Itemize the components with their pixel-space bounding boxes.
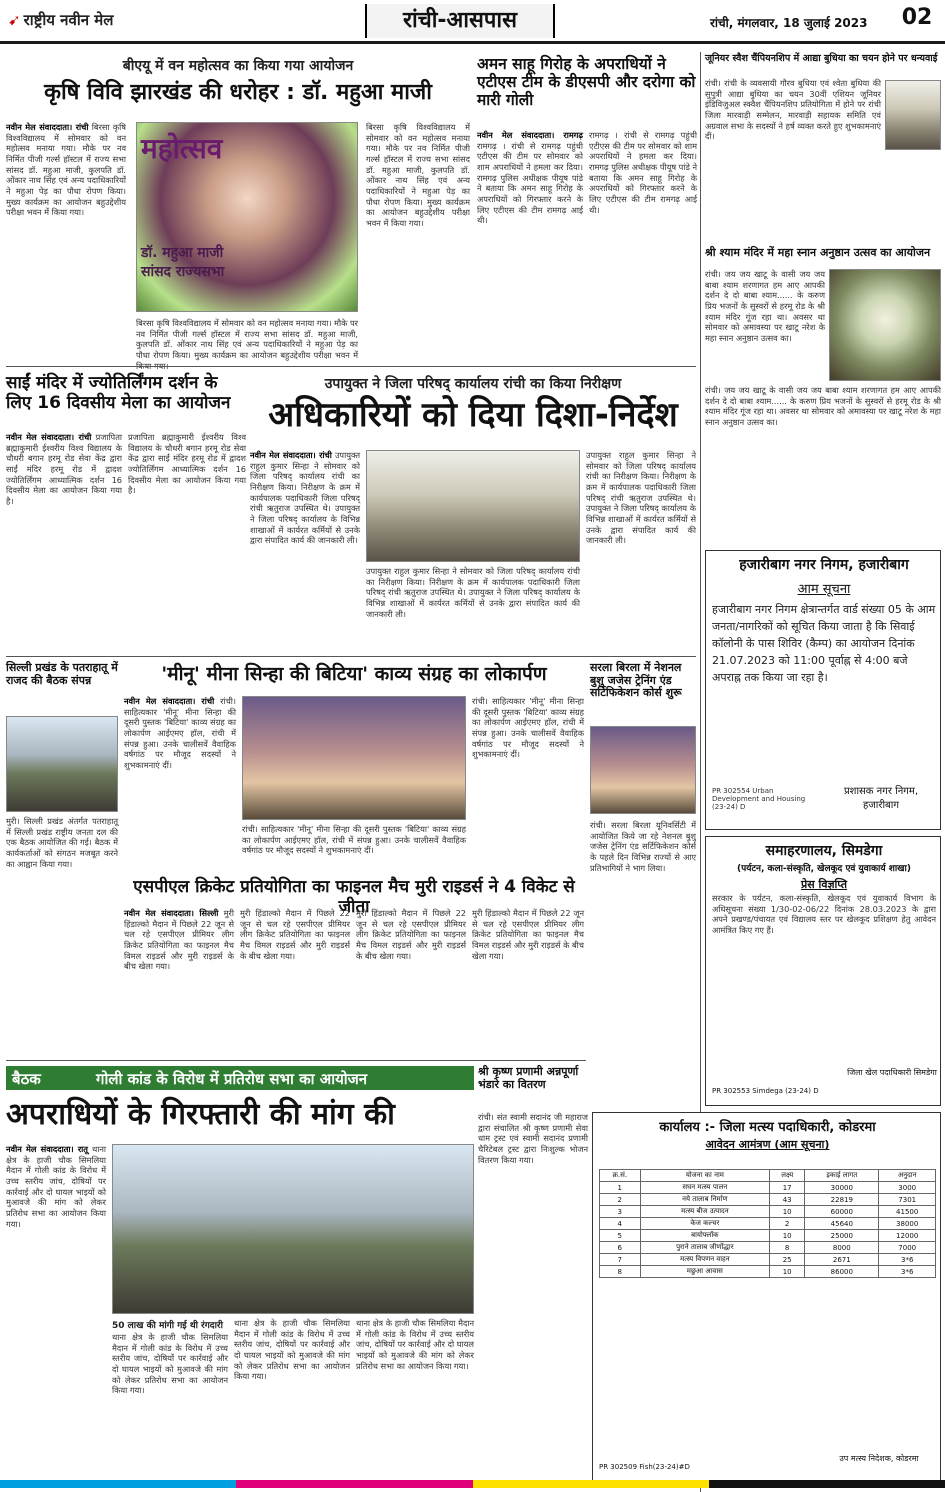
inspection-photo	[366, 450, 580, 562]
story-body-bottom: बिरसा कृषि विश्वविद्यालय में सोमवार को वन महोत्सव मनाया गया। मौके पर नव निर्मित पीजी गर्ल्स हॉस्टल में राज्य सभा सांसद डॉ. महुआ माजी, कुलपति डॉ. ओंकार नाथ सिंह एवं अन्य पदाधिकारियों ने महुआ पेड़ का पौधा रोपण किया। मुख्य कार्यक्रम का आयोजन बहुउद्देशीय परीक्षा भवन में	[136, 318, 358, 360]
table-cell: 22819	[805, 1194, 879, 1206]
cyan-swatch	[0, 1480, 236, 1488]
story-body-bottom: उपायुक्त राहुल कुमार सिन्हा ने सोमवार को जिला परिषद् कार्यालय रांची का निरीक्षण किया। निरीक्षण के क्रम में कार्यपालक पदाधिकारी जिला परिषद् रांची ऋतुराज उपस्थित थे। उपायुक्त ने जिला परिषद् कार्यालय के विभिन्न शाखाओं में कार्यरत कर्मियों से उनके द्वारा संपादित कार्य की जानकारी ली।	[366, 566, 580, 619]
table-header: अनुदान	[879, 1170, 936, 1182]
bird-logo-icon: ➹	[8, 11, 21, 29]
table-cell: 12000	[879, 1230, 936, 1242]
magenta-swatch	[236, 1480, 472, 1488]
banner-caption: डॉ. महुआ माजी सांसद राज्यसभा	[141, 245, 225, 280]
dateline: नवीन मेल संवाददाता। रांची	[250, 450, 332, 460]
notice-ref: PR 302509 Fish(23-24)#D	[599, 1463, 690, 1471]
story-body: रांची। सरला बिरला यूनिवर्सिटी में आयोजित किये जा रहे नेशनल बुशु जजेस ट्रेनिंग एंड सर्टिफिकेशन कोर्स के पहले दिन विभिन्न राज्यों से आए प्रतिभागियों ने भाग लिया।	[590, 820, 696, 873]
table-cell: 2	[770, 1218, 805, 1230]
story-body-bottom: रांची। साहित्यकार 'मीनू' मीना सिन्हा की दूसरी पुस्तक 'बिटिया' काव्य संग्रह का लोकार्पण आईएमए हॉल, रांची में संपन्न हुआ। उनके चालीसवें वैवाहिक वर्षगांठ पर मौजूद सदस्यों ने शुभकामनाएं दीं।	[242, 824, 466, 856]
story-body: मुरी। सिल्ली प्रखंड अंतर्गत पतराहातू में सिल्ली प्रखंड राष्ट्रीय जनता दल की एक बैठक आयोजित की गई। बैठक में कार्यकर्ताओं को संगठन मजबूत करने का आह्वान किया गया।	[6, 816, 118, 869]
dateline: नवीन मेल संवाददाता। रातू	[6, 1144, 88, 1154]
table-cell: 3*6	[879, 1266, 936, 1278]
story-kicker: बीएयू में वन महोत्सव का किया गया आयोजन	[122, 58, 354, 74]
story-body-continued: रामगढ़ । रांची से रामगढ़ पहुंची एटीएस की टीम पर सोमवार को शाम अपराधियों ने हमला कर दिया। रामगढ़ पुलिस अधीक्षक पीयूष पांडे ने बताया कि अमन साहू गिरोह के अपराधियों को गिरफ्तार करने के लिए एटीएस की टीम रामगढ़ आई थी।	[589, 130, 697, 215]
dateline: नवीन मेल संवाददाता। सिल्ली	[124, 908, 219, 918]
dateline: नवीन मेल संवाददाता। रामगढ़	[477, 130, 583, 140]
story-body-continued: बिरसा कृषि विश्वविद्यालय में सोमवार को वन महोत्सव मनाया गया। मौके पर नव निर्मित पीजी गर्ल्स हॉस्टल में राज्य सभा सांसद डॉ. महुआ माजी, कुलपति डॉ. ओंकार नाथ सिंह एवं अन्य पदाधिकारियों ने महुआ पेड़ का पौधा रोपण किया। मुख्य कार्यक्रम का आयोजन बहुउद्देशीय परीक्षा भवन में किया गया।	[366, 122, 470, 228]
table-cell: नये तालाब निर्माण	[640, 1194, 770, 1206]
story-headline: श्री श्याम मंदिर में महा स्नान अनुष्ठान उत्सव का आयोजन	[705, 246, 931, 259]
category-band	[6, 1066, 474, 1090]
table-cell: 2671	[805, 1254, 879, 1266]
page-number: 02	[901, 5, 933, 30]
banner-text: महोत्सव	[141, 132, 223, 165]
story-mahua-maji	[6, 52, 470, 360]
story-text: प्रजापिता ब्रह्माकुमारी ईश्वरीय विश्व विद्यालय के चौधरी बगान हरमू रोड सेवा केंद्र द्वारा साईं मंदिर हरमू रोड में द्वादश ज्योतिर्लिंगम आध्यात्मिक दर्शन 16 दिवसीय मेला का आयोजन किया गया है।	[6, 432, 122, 506]
black-swatch	[709, 1480, 945, 1488]
story-kicker: गोली कांड के विरोध में प्रतिरोध सभा का आयोजन	[96, 1070, 368, 1088]
notice-koderma-fisheries	[592, 1112, 941, 1482]
color-registration-strip	[0, 1480, 945, 1488]
story-text: रामगढ़ । रांची से रामगढ़ पहुंची एटीएस की टीम पर सोमवार को शाम अपराधियों ने हमला कर दिया। रामगढ़ पुलिस अधीक्षक पीयूष पांडे ने बताया कि अमन साहू गिरोह के अपराधियों को गिरफ्तार करने के लिए एटीएस की टीम रामगढ़ आई थी।	[477, 140, 583, 226]
story-kicker: उपायुक्त ने जिला परिषद् कार्यालय रांची का किया निरीक्षण	[324, 376, 622, 392]
notice-body: हजारीबाग नगर निगम क्षेत्रान्तर्गत वार्ड संख्या 05 के आम जनता/नागरिकों को सूचित किया जाता है कि सिवाई कॉलोनी के पास शिविर (कैम्प) का आयोजन दिनांक 21.07.2023 को 11:00 पूर्वाह्न से 4:00 बजे अपराह्न तक किया जा रहा है।	[712, 603, 936, 685]
table-header: इकाई लागत	[805, 1170, 879, 1182]
story-subhead: 50 लाख की मांगी गई थी रंगदारी	[112, 1321, 223, 1331]
story-body	[6, 122, 126, 354]
table-body	[600, 1182, 936, 1278]
event-photo	[136, 122, 358, 312]
story-ats-attack	[477, 52, 697, 360]
section-title: रांची-आसपास	[365, 4, 555, 38]
newspaper-logo	[8, 10, 113, 30]
story-body	[250, 450, 360, 646]
story-body	[6, 432, 122, 646]
notice-ref: PR 302553 Simdega (23-24) D	[712, 1087, 819, 1095]
notice-body: सरकार के पर्यटन, कला-संस्कृति, खेलकूद एवं युवाकार्य विभाग के अधिसूचना संख्या 1/30-02-06/22 दिनांक 28.03.2023 के द्वारा अपने प्रखण्ड/पंचायत एवं विद्यालय स्तर पर खेलकूद प्रशिक्षण हेतु आवेदन आमंत्रित किए गए हैं।	[712, 893, 936, 935]
story-headline: कृषि विवि झारखंड की धरोहर : डॉ. महुआ माजी	[44, 80, 432, 105]
story-body-continued: रांची। साहित्यकार 'मीनू' मीना सिन्हा की दूसरी पुस्तक 'बिटिया' काव्य संग्रह का लोकार्पण आईएमए हॉल, रांची में संपन्न हुआ। उनके चालीसवें वैवाहिक वर्षगांठ पर मौजूद सदस्यों ने शुभकामनाएं दीं।	[472, 696, 584, 760]
table-cell: 3	[600, 1206, 641, 1218]
story-cricket-final	[124, 876, 584, 1056]
table-row	[600, 1218, 936, 1230]
temple-photo	[829, 269, 941, 381]
player-photo	[885, 80, 941, 150]
story-text: उपायुक्त राहुल कुमार सिन्हा ने सोमवार को जिला परिषद् कार्यालय रांची का निरीक्षण किया। निरीक्षण के क्रम में कार्यपालक पदाधिकारी जिला परिषद् रांची ऋतुराज उपस्थित थे। उपायुक्त ने जिला परिषद् कार्यालय के विभिन्न शाखाओं में कार्यरत कर्मियों से उनके द्वारा संपादित कार्य की जानकारी ली।	[250, 450, 360, 546]
table-cell: 41500	[879, 1206, 936, 1218]
table-cell: 17	[770, 1182, 805, 1194]
table-cell: 8	[770, 1242, 805, 1254]
story-text: बिरसा कृषि विश्वविद्यालय में सोमवार को वन महोत्सव मनाया गया। मौके पर नव निर्मित पीजी गर्ल्स हॉस्टल में राज्य सभा सांसद डॉ. महुआ माजी, कुलपति डॉ. ओंकार नाथ सिंह एवं अन्य पदाधिकारियों ने महुआ पेड़ का पौधा रोपण किया। मुख्य कार्यक्रम का आयोजन बहुउद्देशीय परीक्षा भवन में किया गया।	[6, 122, 126, 218]
table-row	[600, 1266, 936, 1278]
table-cell: 6	[600, 1242, 641, 1254]
table-cell: 7301	[879, 1194, 936, 1206]
story-body-continued: प्रजापिता ब्रह्माकुमारी ईश्वरीय विश्व विद्यालय के चौधरी बगान हरमू रोड सेवा केंद्र द्वारा साईं मंदिर हरमू रोड में द्वादश ज्योतिर्लिंगम आध्यात्मिक दर्शन 16 दिवसीय मेला का आयोजन किया गया है।	[128, 432, 246, 496]
issue-date: रांची, मंगलवार, 18 जुलाई 2023	[710, 16, 868, 30]
notice-title: आवेदन आमंत्रण (आम सूचना)	[705, 1138, 830, 1151]
table-cell: मत्स्य विपणन वाहन	[640, 1254, 770, 1266]
table-cell: 60000	[805, 1206, 879, 1218]
table-cell: 25000	[805, 1230, 879, 1242]
table-cell: 7000	[879, 1242, 936, 1254]
table-cell: 3*6	[879, 1254, 936, 1266]
masthead	[0, 0, 945, 44]
notice-ref: PR 302554 Urban Development and Housing (23-24) D	[712, 787, 806, 811]
notice-org: कार्यालय :- जिला मत्स्य पदाधिकारी, कोडरमा	[659, 1120, 876, 1135]
story-body-continued: रांची। जय जय खाटू के वासी जय जय बाबा श्याम शरणागत हम आए आपकी दर्शन दे दो बाबा श्याम...... के करुण प्रिय भजनों के सुस्वरों से हरमू रोड के श्री श्याम मंदिर गूंज रहा था। अवसर था सोमवार को अमावस्या पर खाटू नरेश के महा स्नान अनुष्ठान उत्सव का।	[705, 385, 941, 427]
story-wushu-course	[590, 660, 700, 1115]
story-headline: एसपीएल क्रिकेट प्रतियोगिता का फाइनल मैच मुरी राइडर्स ने 4 विकेट से जीता	[133, 877, 575, 917]
story-text: थाना क्षेत्र के हाजी चौक सिमलिया मैदान में गोली कांड के विरोध में उच्च स्तरीय जांच, दोषियों पर कार्रवाई और दो घायल भाइयों को मुआवजे की मांग को लेकर प्रतिरोध सभा का आयोजन किया गया।	[6, 1144, 107, 1229]
table-cell: पुराने तालाब जीर्णोद्धार	[640, 1242, 770, 1254]
story-headline: अपराधियों के गिरफ्तारी की मांग की	[6, 1097, 395, 1132]
section-divider	[6, 1060, 586, 1061]
story-headline: सिल्ली प्रखंड के पतराहातू में राजद की बैठक संपन्न	[6, 661, 118, 687]
protest-photo	[112, 1144, 474, 1314]
story-body-2: मुरी हिंडाल्को मैदान में पिछले 22 जून से चल रहे एसपीएल प्रीमियर लीग क्रिकेट प्रतियोगिता का फाइनल मैच विमल राइडर्स और मुरी राइडर्स के बीच खेला गया।	[240, 908, 350, 961]
dateline: नवीन मेल संवाददाता। रांची	[6, 432, 92, 442]
story-body-4: मुरी हिंडाल्को मैदान में पिछले 22 जून से चल रहे एसपीएल प्रीमियर लीग क्रिकेट प्रतियोगिता का फाइनल मैच विमल राइडर्स और मुरी राइडर्स के बीच खेला गया।	[472, 908, 584, 961]
story-headline: 'मीनू' मीना सिन्हा की बिटिया' काव्य संग्रह का लोकार्पण	[161, 663, 547, 685]
story-headline: श्री कृष्ण प्रणामी अन्नपूर्णा भंडारे का वितरण	[478, 1065, 579, 1091]
story-body-3: मुरी हिंडाल्को मैदान में पिछले 22 जून से चल रहे एसपीएल प्रीमियर लीग क्रिकेट प्रतियोगिता का फाइनल मैच विमल राइडर्स और मुरी राइडर्स के बीच खेला गया।	[356, 908, 466, 961]
dateline: नवीन मेल संवाददाता। रांची	[124, 696, 215, 706]
notice-org: समाहरणालय, सिमडेगा	[765, 843, 883, 859]
notice-table-wrap	[599, 1169, 936, 1419]
table-cell: केज कल्चर	[640, 1218, 770, 1230]
story-text: रांची। साहित्यकार 'मीनू' मीना सिन्हा की दूसरी पुस्तक 'बिटिया' काव्य संग्रह का लोकार्पण आईएमए हॉल, रांची में संपन्न हुआ। उनके चालीसवें वैवाहिक वर्षगांठ पर मौजूद सदस्यों ने शुभकामनाएं दीं।	[124, 696, 236, 770]
table-cell: 8	[600, 1266, 641, 1278]
story-sai-mandir	[6, 370, 246, 650]
story-body	[6, 1144, 106, 1478]
notice-sign: उप मत्स्य निदेशक, कोडरमा	[839, 1454, 919, 1463]
table-header-row	[600, 1170, 936, 1182]
story-body	[124, 908, 234, 1052]
table-row	[600, 1206, 936, 1218]
notice-sign: प्रशासक नगर निगम, हजारीबाग	[843, 786, 919, 811]
table-cell: 86000	[805, 1266, 879, 1278]
table-cell: 10	[770, 1266, 805, 1278]
table-row	[600, 1230, 936, 1242]
table-cell: 5	[600, 1230, 641, 1242]
table-row	[600, 1242, 936, 1254]
notice-org: हजारीबाग नगर निगम, हजारीबाग	[739, 557, 909, 573]
notice-title: आम सूचना	[797, 582, 851, 597]
section-divider	[6, 656, 696, 657]
table-cell: 25	[770, 1254, 805, 1266]
story-body	[477, 130, 583, 356]
newspaper-name: राष्ट्रीय नवीन मेल	[23, 11, 114, 29]
course-photo	[590, 726, 696, 814]
dateline: नवीन मेल संवाददाता। रांची	[6, 122, 89, 132]
story-squash-selection	[705, 52, 941, 242]
section-divider	[6, 366, 696, 367]
story-dc-inspection	[250, 370, 696, 650]
table-cell: बायोफ्लॉक	[640, 1230, 770, 1242]
notice-simdega	[705, 836, 941, 1106]
notice-hazaribagh	[705, 550, 941, 830]
table-row	[600, 1194, 936, 1206]
table-cell: 43	[770, 1194, 805, 1206]
story-headline: अमन साहू गिरोह के अपराधियों ने एटीएस टीम के डीएसपी और दरोगा को मारी गोली	[477, 55, 696, 109]
table-row	[600, 1254, 936, 1266]
story-body-2: थाना क्षेत्र के हाजी चौक सिमलिया मैदान में गोली कांड के विरोध में उच्च स्तरीय जांच, दोषियों पर कार्रवाई और दो घायल भाइयों को मुआवजे की मांग को लेकर प्रतिरोध सभा का आयोजन किया गया।	[112, 1332, 228, 1396]
story-body: रांची। रांची के व्यवसायी गौरव बुधिया एवं श्वेता बुधिया की सुपुत्री आद्या बुधिया का चयन 30वीं एशियन जूनियर इंडिविजुअल स्क्वैश चैंपियनशिप प्रतियोगिता में होने पर रांची जिला मारवाड़ी सम्मेलन, मारवाड़ी सहायक समिति एवं अग्रवाल सभा के सदस्यों ने हर्ष व्यक्त करते हुए शुभकामनाएं दीं।	[705, 78, 881, 142]
yellow-swatch	[473, 1480, 709, 1488]
notice-dept: (पर्यटन, कला-संस्कृति, खेलकूद एवं युवाकार्य शाखा)	[737, 864, 911, 874]
table-header: योजना का नाम	[640, 1170, 770, 1182]
table-cell: 45640	[805, 1218, 879, 1230]
story-headline: जूनियर स्वैश चैंपियनशिप में आद्या बुधिया का चयन होने पर धन्यवाई	[705, 53, 938, 64]
table-cell: 2	[600, 1194, 641, 1206]
table-header: लक्ष्य	[770, 1170, 805, 1182]
story-body: रांची। जय जय खाटू के वासी जय जय बाबा श्याम शरणागत हम आए आपकी दर्शन दे दो बाबा श्याम...... के करुण प्रिय भजनों के सुस्वरों से हरमू रोड के श्री श्याम मंदिर गूंज रहा था। अवसर था सोमवार को अमावस्या पर खाटू नरेश के महा स्नान अनुष्ठान उत्सव का।	[705, 269, 825, 343]
story-pranami-bhandara	[478, 1062, 588, 1482]
table-cell: 4	[600, 1218, 641, 1230]
story-text: मुरी हिंडाल्को मैदान में पिछले 22 जून से चल रहे एसपीएल प्रीमियर लीग क्रिकेट प्रतियोगिता का फाइनल मैच विमल राइडर्स और मुरी राइडर्स के बीच खेला गया।	[124, 908, 234, 972]
table-header: क्र.सं.	[600, 1170, 641, 1182]
story-body-3: थाना क्षेत्र के हाजी चौक सिमलिया मैदान में गोली कांड के विरोध में उच्च स्तरीय जांच, दोषियों पर कार्रवाई और दो घायल भाइयों को मुआवजे की मांग को लेकर प्रतिरोध सभा का आयोजन किया गया।	[234, 1318, 350, 1382]
story-body: रांची। संत स्वामी सदानंद जी महाराज द्वारा संचालित श्री कृष्ण प्रणामी सेवा धाम ट्रस्ट एवं स्वामी सदानंद प्रणामी चैरिटेबल ट्रस्ट द्वारा निःशुल्क भोजन वितरण किया गया।	[478, 1112, 588, 1165]
story-ratu-protest	[6, 1062, 474, 1482]
story-shyam-mandir	[705, 245, 941, 545]
table-row	[600, 1182, 936, 1194]
table-cell: 1	[600, 1182, 641, 1194]
story-headline: साईं मंदिर में ज्योतिर्लिंगम दर्शन के लिए 16 दिवसीय मेला का आयोजन	[6, 373, 231, 413]
story-body-continued: उपायुक्त राहुल कुमार सिन्हा ने सोमवार को जिला परिषद् कार्यालय रांची का निरीक्षण किया। निरीक्षण के क्रम में कार्यपालक पदाधिकारी जिला परिषद् रांची ऋतुराज उपस्थित थे। उपायुक्त ने जिला परिषद् कार्यालय के विभिन्न शाखाओं में कार्यरत कर्मियों से उनके द्वारा संपादित कार्य की जानकारी ली।	[586, 450, 696, 546]
table-cell: 7	[600, 1254, 641, 1266]
story-body-4: थाना क्षेत्र के हाजी चौक सिमलिया मैदान में गोली कांड के विरोध में उच्च स्तरीय जांच, दोषियों पर कार्रवाई और दो घायल भाइयों को मुआवजे की मांग को लेकर प्रतिरोध सभा का आयोजन किया गया।	[356, 1318, 474, 1371]
story-headline: सरला बिरला में नेशनल बुशु जजेस ट्रेनिंग एंड सर्टिफिकेशन कोर्स शुरू	[590, 661, 682, 700]
story-headline: अधिकारियों को दिया दिशा-निर्देश	[268, 395, 678, 435]
story-body	[124, 696, 236, 866]
meeting-photo	[6, 716, 118, 812]
scheme-table	[599, 1169, 936, 1278]
table-cell: 10	[770, 1230, 805, 1242]
table-cell: मछुआ आवास	[640, 1266, 770, 1278]
table-cell: 10	[770, 1206, 805, 1218]
table-cell: 8000	[805, 1242, 879, 1254]
table-cell: मत्स्य बीज उत्पादन	[640, 1206, 770, 1218]
table-cell: 38000	[879, 1218, 936, 1230]
table-cell: 3000	[879, 1182, 936, 1194]
notice-sign: जिला खेल पदाधिकारी सिमडेगा	[847, 1068, 937, 1077]
story-silli-rjd	[6, 660, 118, 1040]
launch-photo	[242, 696, 466, 820]
notice-title: प्रेस विज्ञप्ति	[800, 878, 848, 891]
story-book-launch	[124, 660, 584, 870]
table-cell: सघन मत्स्य पालन	[640, 1182, 770, 1194]
table-cell: 30000	[805, 1182, 879, 1194]
band-label: बैठक	[12, 1070, 41, 1088]
